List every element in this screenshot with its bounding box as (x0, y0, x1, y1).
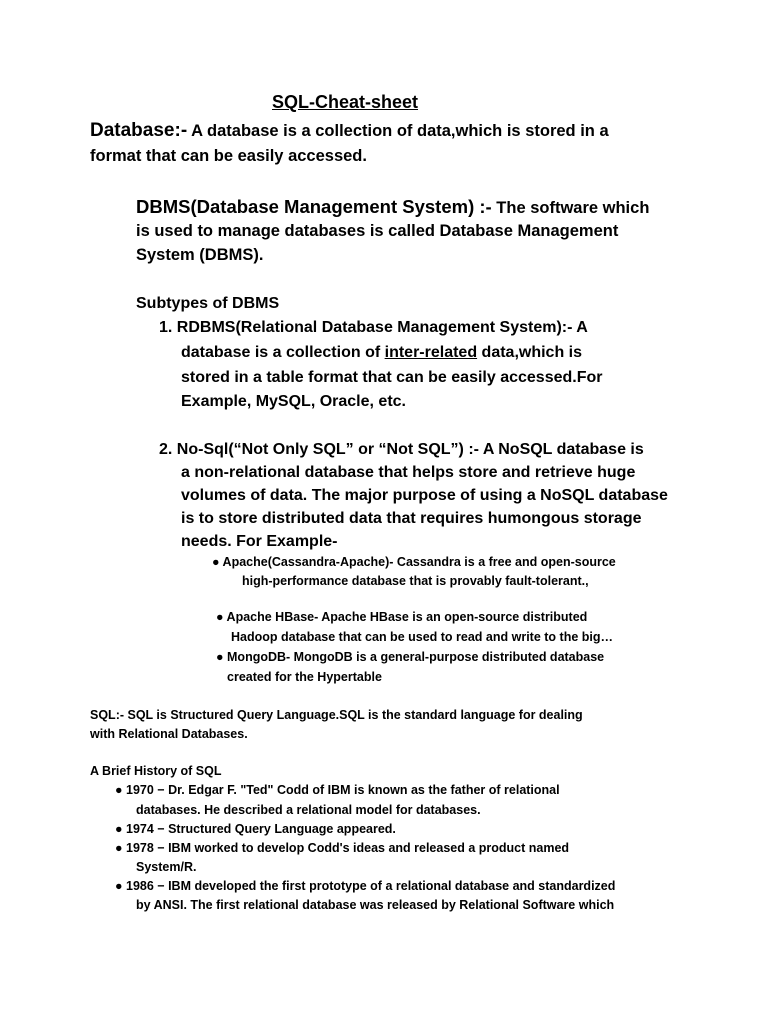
page-title: SQL-Cheat-sheet (272, 92, 419, 112)
rdbms-line-1: 1. RDBMS(Relational Database Management System):- A (159, 319, 588, 336)
nosql-bullet-cassandra-line-2: high-performance database that is provably fault-tolerant., (242, 574, 589, 588)
sql-definition-line-2: with Relational Databases. (90, 727, 248, 741)
rdbms-line-3: stored in a table format that can be easily accessed.For (181, 369, 603, 386)
sql-definition-line-1: SQL:- SQL is Structured Query Language.SQL is the standard language for dealing (90, 708, 583, 722)
history-item-1986-line-1: ● 1986 − IBM developed the first prototype of a relational database and standardized (115, 879, 616, 893)
subtypes-heading: Subtypes of DBMS (136, 295, 280, 312)
history-item-1970-line-2: databases. He described a relational model for databases. (136, 803, 481, 817)
inter-related-underlined: inter-related (384, 344, 478, 361)
dbms-definition-line-3: System (DBMS). (136, 246, 264, 264)
nosql-bullet-hbase-line-2: Hadoop database that can be used to read and write to the big… (231, 630, 613, 644)
database-definition-line-2: format that can be easily accessed. (90, 147, 367, 165)
history-item-1986-line-2: by ANSI. The first relational database was released by Relational Software which (136, 898, 615, 912)
nosql-bullet-hbase-line-1: ● Apache HBase- Apache HBase is an open-source distributed (216, 610, 588, 624)
nosql-line-2: a non-relational database that helps store and retrieve huge (181, 464, 636, 481)
history-heading: A Brief History of SQL (90, 764, 222, 778)
database-term: Database:- (90, 120, 188, 141)
nosql-bullet-cassandra-line-1: ● Apache(Cassandra-Apache)- Cassandra is a free and open-source (212, 555, 616, 569)
dbms-term: DBMS(Database Management System) :- (136, 196, 492, 217)
dbms-definition-line-2: is used to manage databases is called Database Management (136, 222, 619, 240)
rdbms-line-2 (181, 344, 582, 362)
rdbms-line-2-end: data,which is (477, 344, 583, 361)
history-item-1978-line-2: System/R. (136, 860, 197, 874)
history-item-1978-line-1: ● 1978 − IBM worked to develop Codd's ideas and released a product named (115, 841, 570, 855)
nosql-line-3: volumes of data. The major purpose of using a NoSQL database (181, 487, 668, 504)
history-item-1970-line-1: ● 1970 − Dr. Edgar F. "Ted" Codd of IBM is known as the father of relational (115, 783, 560, 797)
rdbms-line-4: Example, MySQL, Oracle, etc. (181, 393, 406, 410)
rdbms-line-2-start: database is a collection of (181, 344, 385, 361)
dbms-definition-line-1 (136, 196, 649, 218)
nosql-line-4: is to store distributed data that requires humongous storage (181, 510, 642, 527)
database-definition-line-1 (90, 120, 609, 142)
dbms-definition-text: The software which (491, 199, 650, 217)
nosql-line-5: needs. For Example- (181, 533, 338, 550)
nosql-bullet-mongodb-line-1: ● MongoDB- MongoDB is a general-purpose distributed database (216, 650, 605, 664)
nosql-bullet-mongodb-line-2: created for the Hypertable (227, 670, 382, 684)
nosql-line-1: 2. No-Sql(“Not Only SQL” or “Not SQL”) :- A NoSQL database is (159, 441, 644, 458)
history-item-1974: ● 1974 − Structured Query Language appeared. (115, 822, 396, 836)
database-definition-text: A database is a collection of data,which is stored in a (187, 122, 609, 140)
